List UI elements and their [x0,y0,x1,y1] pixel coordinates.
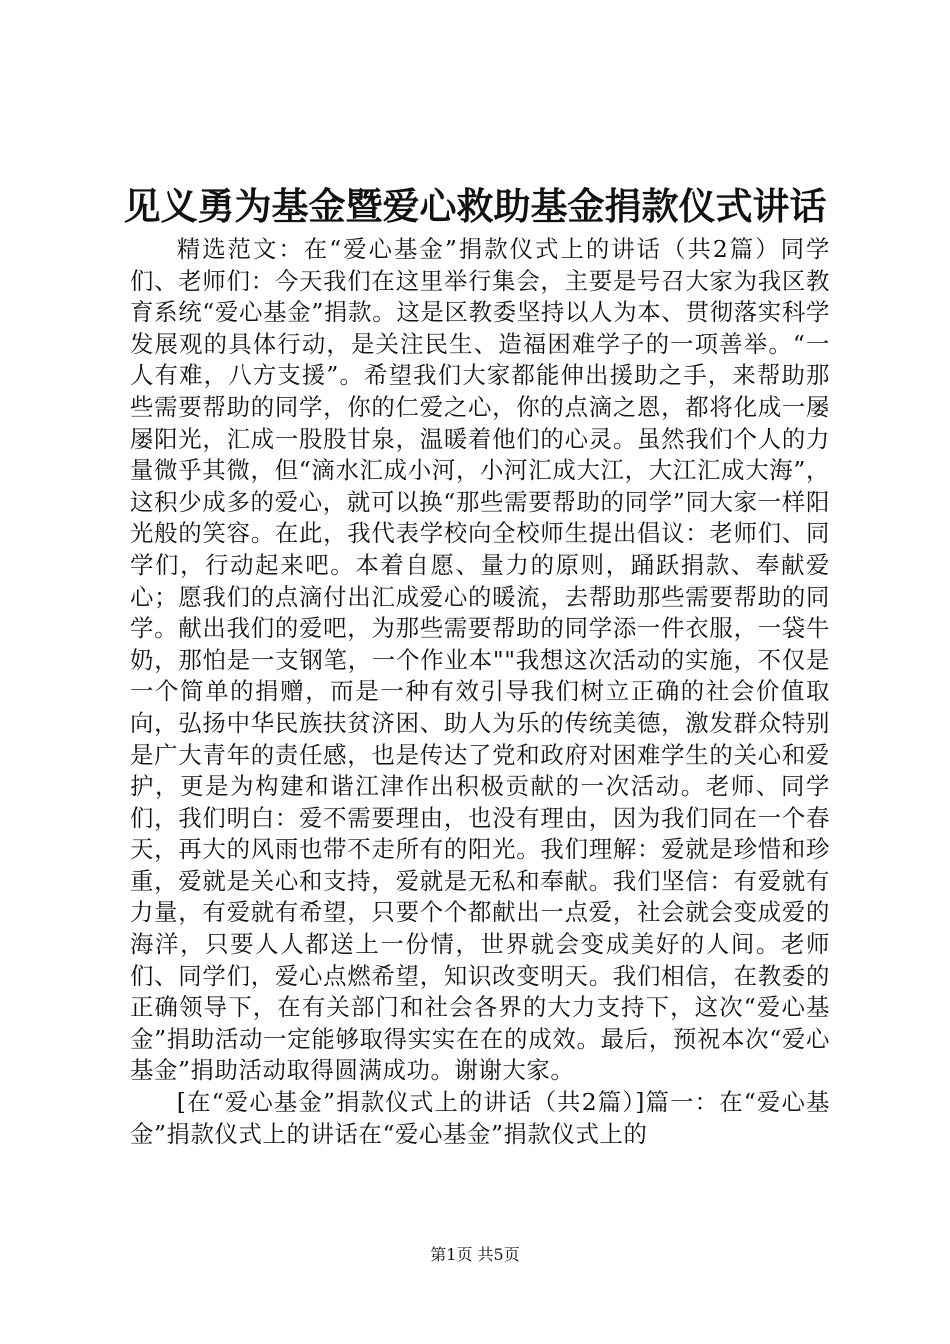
body-paragraph-2: [在“爱心基金”捐款仪式上的讲话（共2篇）]篇一：在“爱心基金”捐款仪式上的讲话在“爱心基金”捐款仪式上的 [130,1088,830,1148]
page-number-footer: 第1页 共5页 [430,1245,520,1264]
document-title: 见义勇为基金暨爱心救助基金捐款仪式讲话 [123,184,827,228]
document-body [130,234,830,1150]
body-paragraph-1: 精选范文：在“爱心基金”捐款仪式上的讲话（共2篇）同学们、老师们：今天我们在这里举行集会，主要是号召大家为我区教育系统“爱心基金”捐款。这是区教委坚持以人为本、贯彻落实科学发展观的具体行动，是关注民生、造福困难学子的一项善举。“一人有难，八方支援”。希望我们大家都能伸出援助之手，来帮助那些需要帮助的同学，你的仁爱之心，你的点滴之恩，都将化成一屡屡阳光，汇成一股股甘泉，温暖着他们的心灵。虽然我们个人的力量微乎其微，但“滴水汇成小河，小河汇成大江，大江汇成大海”，这积少成多的爱心，就可以换“那些需要帮助的同学”同大家一样阳光般的笑容。在此，我代表学校向全校师生提出倡议：老师们、同学们，行动起来吧。本着自愿、量力的原则，踊跃捐款、奉献爱心；愿我们的点滴付出汇成爱心的暖流，去帮助那些需要帮助的同学。献出我们的爱吧，为那些需要帮助的同学添一件衣服，一袋牛奶，那怕是一支钢笔，一个作业本""我想这次活动的实施，不仅是一个简单的捐赠，而是一种有效引导我们树立正确的社会价值取向，弘扬中华民族扶贫济困、助人为乐的传统美德，激发群众特别是广大青年的责任感，也是传达了党和政府对困难学生的关心和爱护，更是为构建和谐江津作出积极贡献的一次活动。老师、同学们，我们明白：爱不需要理由，也没有理由，因为我们同在一个春天，再大的风雨也带不走所有的阳光。我们理解：爱就是珍惜和珍重，爱就是关心和支持，爱就是无私和奉献。我们坚信：有爱就有力量，有爱就有希望，只要个个都献出一点爱，社会就会变成爱的海洋，只要人人都送上一份情，世界就会变成美好的人间。老师们、同学们，爱心点燃希望，知识改变明天。我们相信，在教委的正确领导下，在有关部门和社会各界的大力支持下，这次“爱心基金”捐助活动一定能够取得实实在在的成效。最后，预祝本次“爱心基金”捐助活动取得圆满成功。谢谢大家。 [130,235,830,1085]
